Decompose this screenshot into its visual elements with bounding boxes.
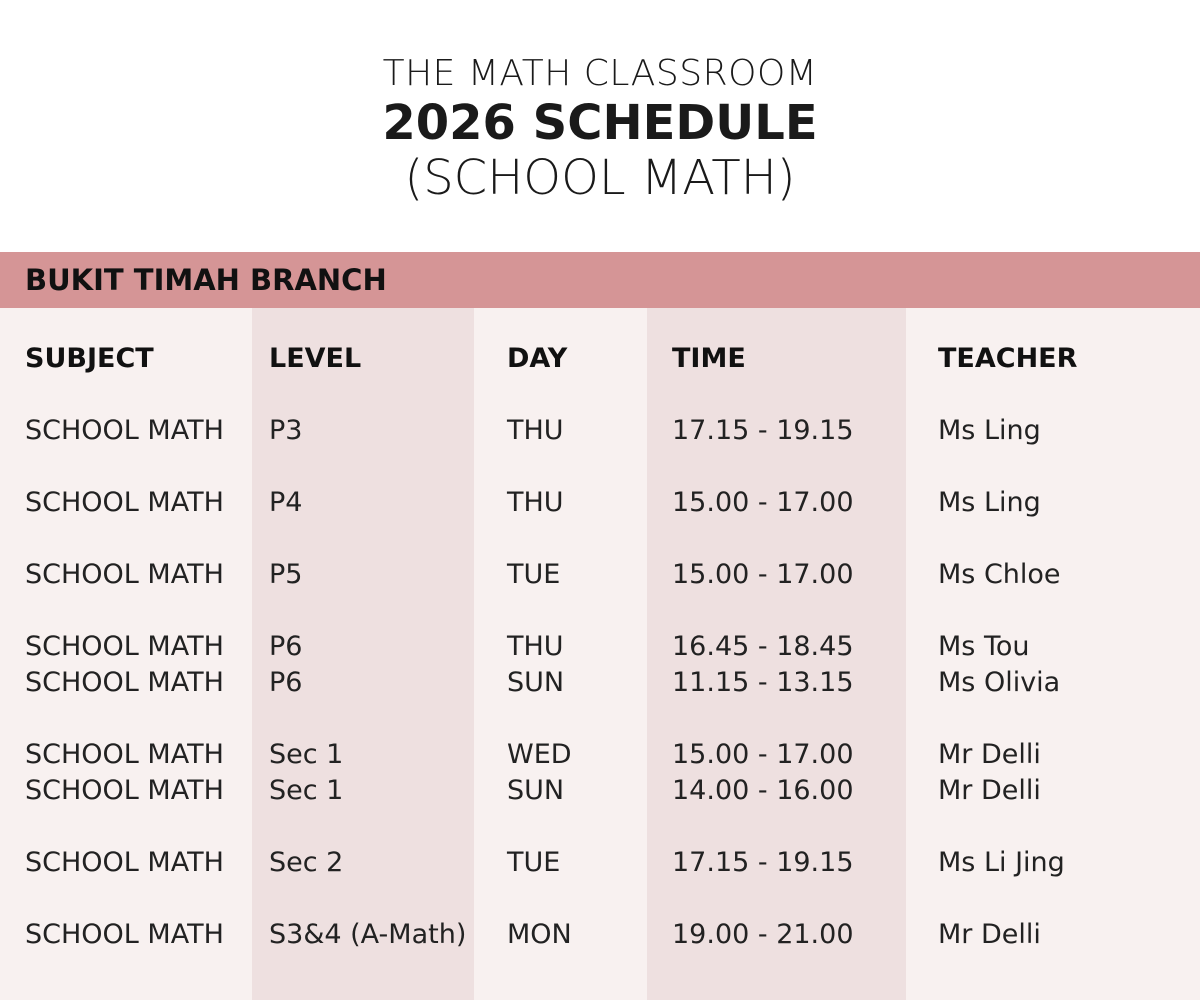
branch-bar bbox=[0, 252, 1200, 308]
cell-level: Sec 1 bbox=[269, 775, 344, 806]
column-header-time: TIME bbox=[672, 343, 746, 374]
cell-teacher: Ms Olivia bbox=[938, 667, 1061, 698]
cell-teacher: Ms Ling bbox=[938, 487, 1041, 518]
cell-time: 19.00 - 21.00 bbox=[672, 919, 854, 950]
cell-subject: SCHOOL MATH bbox=[25, 559, 224, 590]
cell-subject: SCHOOL MATH bbox=[25, 487, 224, 518]
cell-day: SUN bbox=[507, 775, 565, 806]
cell-day: THU bbox=[507, 415, 564, 446]
cell-time: 14.00 - 16.00 bbox=[672, 775, 854, 806]
schedule-header bbox=[0, 0, 1200, 252]
column-header-day: DAY bbox=[507, 343, 568, 374]
schedule-title: 2026 SCHEDULE bbox=[382, 95, 818, 151]
cell-time: 11.15 - 13.15 bbox=[672, 667, 854, 698]
cell-time: 16.45 - 18.45 bbox=[672, 631, 854, 662]
cell-time: 15.00 - 17.00 bbox=[672, 487, 854, 518]
cell-time: 15.00 - 17.00 bbox=[672, 739, 854, 770]
cell-teacher: Mr Delli bbox=[938, 739, 1041, 770]
cell-teacher: Ms Li Jing bbox=[938, 847, 1065, 878]
cell-level: P6 bbox=[269, 667, 303, 698]
cell-level: Sec 2 bbox=[269, 847, 344, 878]
cell-subject: SCHOOL MATH bbox=[25, 775, 224, 806]
cell-day: SUN bbox=[507, 667, 565, 698]
branch-name: BUKIT TIMAH BRANCH bbox=[25, 263, 387, 297]
organization-title: THE MATH CLASSROOM bbox=[382, 53, 818, 94]
cell-subject: SCHOOL MATH bbox=[25, 667, 224, 698]
cell-day: TUE bbox=[507, 559, 561, 590]
cell-level: P4 bbox=[269, 487, 303, 518]
cell-subject: SCHOOL MATH bbox=[25, 919, 224, 950]
cell-level: P6 bbox=[269, 631, 303, 662]
schedule-subtitle: (SCHOOL MATH) bbox=[404, 150, 796, 206]
cell-subject: SCHOOL MATH bbox=[25, 415, 224, 446]
cell-subject: SCHOOL MATH bbox=[25, 631, 224, 662]
cell-teacher: Mr Delli bbox=[938, 775, 1041, 806]
schedule-table bbox=[0, 308, 1200, 1000]
cell-day: THU bbox=[507, 631, 564, 662]
cell-teacher: Ms Chloe bbox=[938, 559, 1061, 590]
cell-day: THU bbox=[507, 487, 564, 518]
cell-teacher: Mr Delli bbox=[938, 919, 1041, 950]
cell-day: MON bbox=[507, 919, 572, 950]
cell-level: P5 bbox=[269, 559, 303, 590]
cell-time: 17.15 - 19.15 bbox=[672, 847, 854, 878]
cell-day: TUE bbox=[507, 847, 561, 878]
cell-time: 15.00 - 17.00 bbox=[672, 559, 854, 590]
column-header-teacher: TEACHER bbox=[938, 343, 1078, 374]
cell-level: S3&4 (A-Math) bbox=[269, 919, 467, 950]
cell-level: P3 bbox=[269, 415, 303, 446]
cell-level: Sec 1 bbox=[269, 739, 344, 770]
cell-time: 17.15 - 19.15 bbox=[672, 415, 854, 446]
cell-subject: SCHOOL MATH bbox=[25, 739, 224, 770]
cell-subject: SCHOOL MATH bbox=[25, 847, 224, 878]
cell-teacher: Ms Tou bbox=[938, 631, 1030, 662]
cell-day: WED bbox=[507, 739, 572, 770]
cell-teacher: Ms Ling bbox=[938, 415, 1041, 446]
column-header-subject: SUBJECT bbox=[25, 343, 154, 374]
column-header-level: LEVEL bbox=[269, 343, 362, 374]
